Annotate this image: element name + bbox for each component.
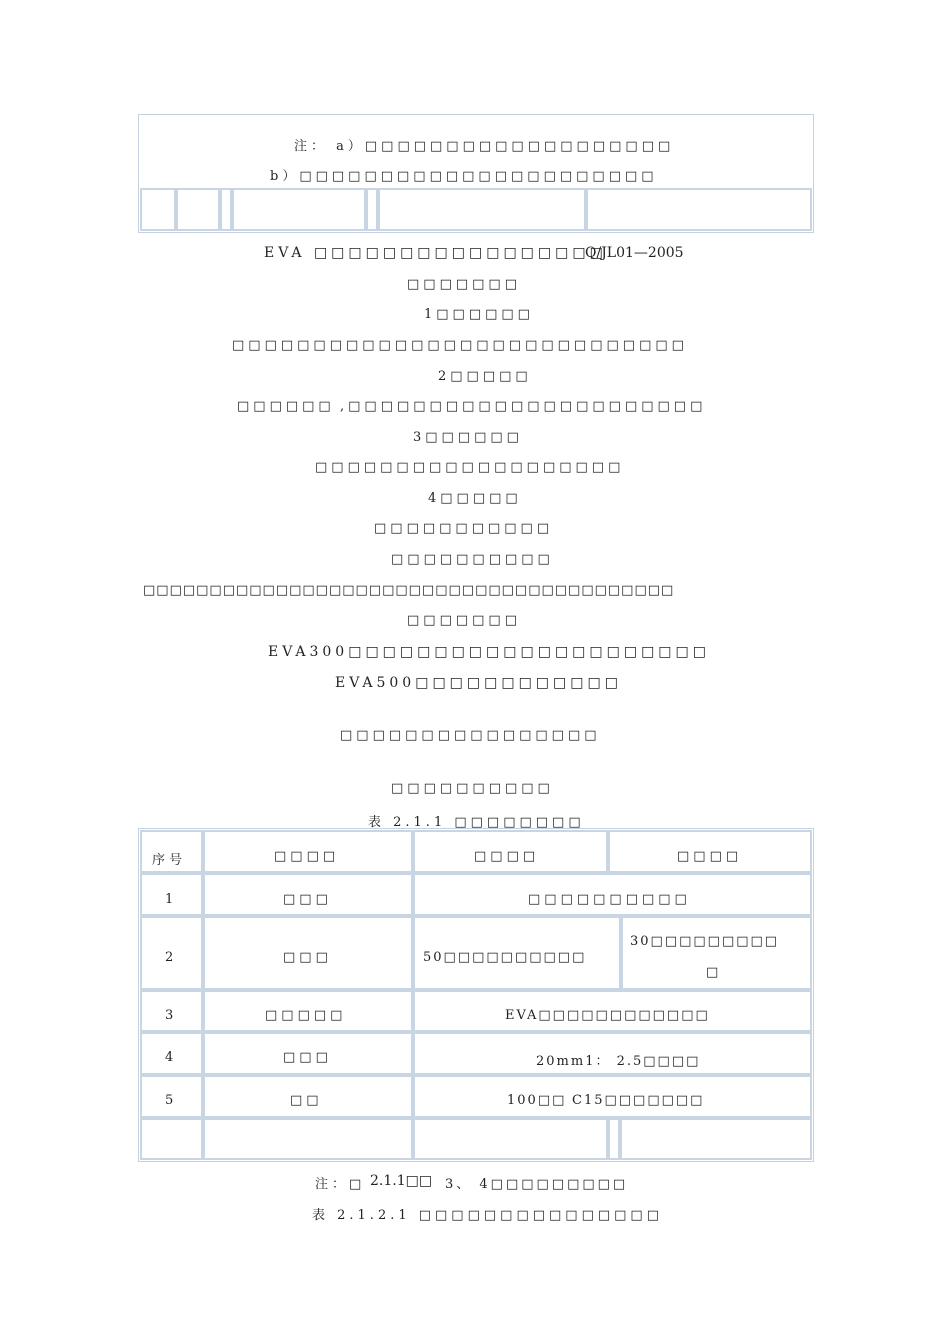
body-line: ,□□□□□□□□□□□□□□□□□□□□□□ [340,399,707,414]
body-line: 1□□□□□□ [424,307,534,322]
table-empty-cell [620,1118,812,1160]
header-spec-b: □□□□ [677,849,743,864]
doc-header-title: EVA □□□□□□□□□□□□□□□□□ [264,245,607,261]
doc-header-code: Q/JL01—2005 [585,245,684,261]
row-3-spec: EVA□□□□□□□□□□□□ [505,1008,710,1023]
body-line: EVA300□□□□□□□□□□□□□□□□□□□□□ [268,644,710,660]
top-empty-cell [176,188,220,231]
note-line-b: b）□□□□□□□□□□□□□□□□□□□□□□ [270,169,658,184]
body-line: □□□□□□□ [407,613,521,628]
body-line: □□□□□□□□□□□ [374,521,554,536]
body-line: □□□□□□□□□□□□□□□□□□□□□□□□□□□□□□□□□□□□□□□□ [143,583,675,598]
row-1-name: □□□ [283,892,332,907]
top-empty-cell [220,188,232,231]
row-5-no: 5 [165,1093,174,1108]
row-5-name: □□ [290,1093,323,1108]
table-caption: 表 2.1.1 □□□□□□□□ [368,815,585,830]
body-line: □□□□□□□□□□ [391,781,554,796]
footer-note-label: 注：□ [315,1177,366,1192]
body-line: 2□□□□□ [438,369,532,384]
row-4-no: 4 [165,1050,174,1065]
body-line: □□□□□□ [237,399,335,414]
body-line: □□□□□□□□□□ [391,552,554,567]
row-2-spec-b2: □ [706,965,719,980]
row-2-no: 2 [165,950,174,965]
top-empty-cell [586,188,812,231]
row-3-no: 3 [165,1008,174,1023]
body-line: EVA500□□□□□□□□□□□□ [335,675,622,691]
row-2-spec-b1: 30□□□□□□□□□ [630,934,780,949]
footer-note-tail: 3、 4□□□□□□□□□ [445,1177,629,1192]
body-line: □□□□□□□□□□□□□□□□ [340,728,601,743]
next-table-caption: 表 2.1.2.1 □□□□□□□□□□□□□□□ [312,1208,663,1223]
header-name: □□□□ [274,849,340,864]
row-4-name: □□□ [283,1050,332,1065]
table-empty-cell [608,1118,620,1160]
body-line: □□□□□□□□□□□□□□□□□□□ [315,460,625,475]
row-4-spec: 20mm1： 2.5□□□□ [536,1054,701,1069]
body-line: 4□□□□□ [428,491,522,506]
row-3-name: □□□□□ [265,1008,347,1023]
header-spec-a: □□□□ [474,849,540,864]
top-empty-cell [366,188,378,231]
row-2-spec-a: 50□□□□□□□□□□ [423,950,587,965]
header-no: 序号 [152,853,187,868]
table-empty-cell [140,1118,203,1160]
footer-note-body: 2.1.1□□ [370,1173,433,1189]
row-5-spec-1: 100□□ [507,1093,567,1108]
row-1-no: 1 [165,892,174,907]
body-line: □□□□□□□□□□□□□□□□□□□□□□□□□□□□ [232,338,688,353]
row-1-spec: □□□□□□□□□□ [528,892,691,907]
table-empty-cell [413,1118,608,1160]
body-line: □□□□□□□ [407,277,521,292]
body-line: 3□□□□□□ [413,430,523,445]
top-empty-cell [140,188,176,231]
table-empty-cell [203,1118,413,1160]
top-empty-cell [378,188,586,231]
top-empty-cell [232,188,366,231]
row-2-name: □□□ [283,950,332,965]
row-5-spec-2: C15□□□□□□□ [572,1093,705,1108]
note-line-a: 注： a）□□□□□□□□□□□□□□□□□□□ [294,139,675,154]
